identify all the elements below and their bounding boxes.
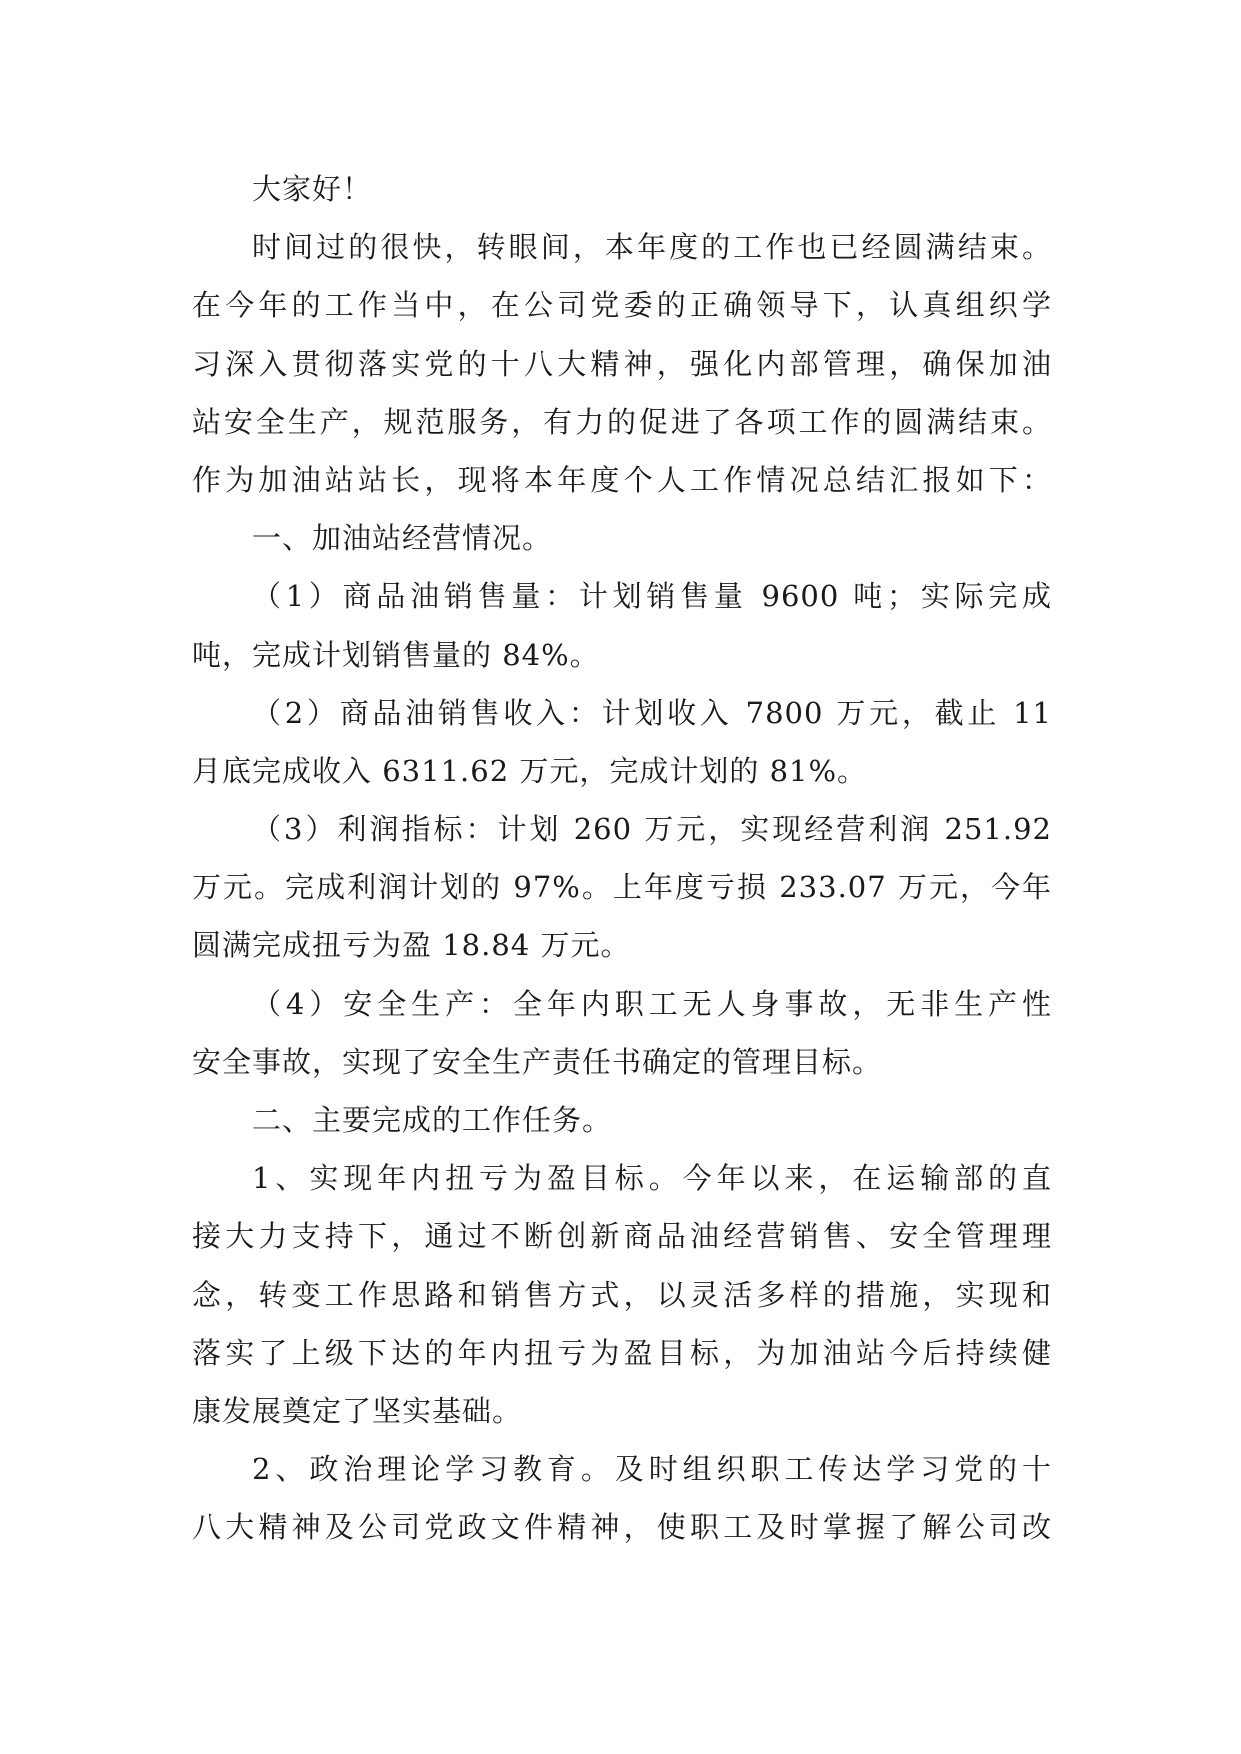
- text-line: 落实了上级下达的年内扭亏为盈目标，为加油站今后持续健: [192, 1335, 1052, 1370]
- text-line: 一、加油站经营情况。: [252, 521, 553, 556]
- text-line: 二、主要完成的工作任务。: [252, 1103, 613, 1137]
- text-line: （3）利润指标：计划 260 万元，实现经营利润 251.92: [252, 812, 1052, 847]
- text-line: （2）商品油销售收入：计划收入 7800 万元，截止 11: [252, 695, 1052, 730]
- text-line: （4）安全生产：全年内职工无人身事故，无非生产性: [252, 986, 1052, 1021]
- text-line: （1）商品油销售量：计划销售量 9600 吨；实际完成: [252, 579, 1052, 614]
- text-line: 吨，完成计划销售量的 84%。: [192, 637, 600, 672]
- text-line: 站安全生产，规范服务，有力的促进了各项工作的圆满结束。: [192, 404, 1052, 439]
- text-line: 康发展奠定了坚实基础。: [192, 1393, 523, 1428]
- text-line: 八大精神及公司党政文件精神，使职工及时掌握了解公司改: [192, 1510, 1052, 1545]
- text-line: 圆满完成扭亏为盈 18.84 万元。: [192, 928, 631, 963]
- text-line: 时间过的很快，转眼间，本年度的工作也已经圆满结束。: [252, 230, 1052, 265]
- text-line: 习深入贯彻落实党的十八大精神，强化内部管理，确保加油: [192, 346, 1052, 381]
- text-line: 安全事故，实现了安全生产责任书确定的管理目标。: [192, 1044, 883, 1079]
- text-line: 作为加油站站长，现将本年度个人工作情况总结汇报如下：: [192, 462, 1052, 497]
- text-line: 接大力支持下，通过不断创新商品油经营销售、安全管理理: [192, 1219, 1052, 1254]
- text-line: 在今年的工作当中，在公司党委的正确领导下，认真组织学: [192, 288, 1052, 323]
- text-line: 2、政治理论学习教育。及时组织职工传达学习党的十: [252, 1452, 1052, 1487]
- text-line: 月底完成收入 6311.62 万元，完成计划的 81%。: [192, 753, 868, 788]
- text-line: 念，转变工作思路和销售方式，以灵活多样的措施，实现和: [192, 1277, 1052, 1312]
- text-line: 1、实现年内扭亏为盈目标。今年以来，在运输部的直: [252, 1161, 1052, 1196]
- text-line: 万元。完成利润计划的 97%。上年度亏损 233.07 万元，今年: [192, 870, 1052, 905]
- text-line: 大家好！: [252, 172, 373, 206]
- document-body: [192, 160, 1052, 1557]
